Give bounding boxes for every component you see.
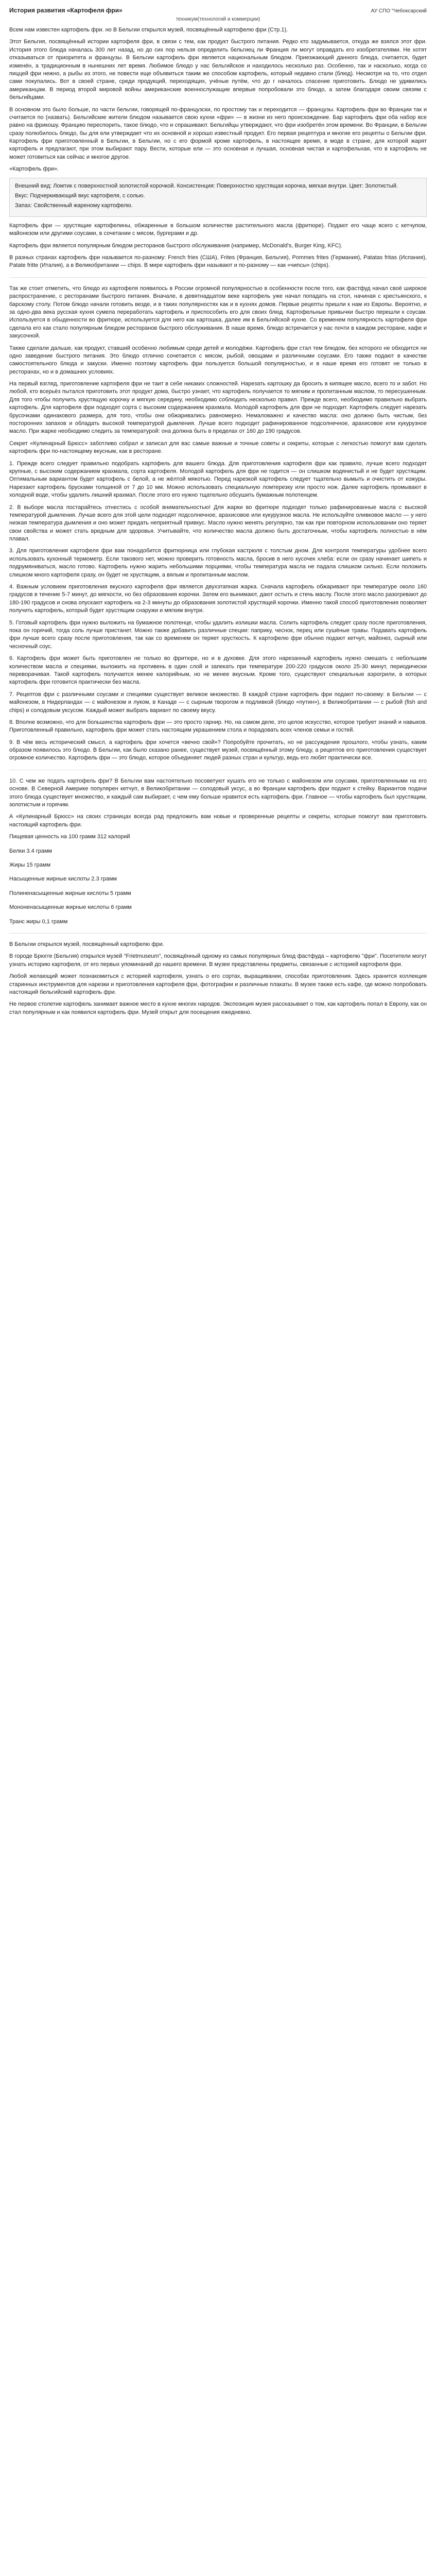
- organization-sub: техникум(технологий и коммерции): [176, 16, 260, 22]
- intro-paragraph: Этот Бельгия, посвящённый истории картофеля фри, в связи с тем, как продукт быстрого питания. Редко кто задумывается, откуда же взялся этот фри. История этого блюда началась 300 лет назад, но до сих пор нельзя определить бельгиец ли Франция ли могут оправдать его изобретателями. Не хотят отказываться от приоритета и французы. В Бельгии картофель фри является национальным блюдом. Приезжающий данного блюда, считается, будет изменён, а традиционным в нынешних лет время. Любимое блюдо у нас бельгийское и находилось несколько раз. Особенно, так и насколько, когда со пиццей фри нежно, а рыбы из этого, не повести еще объявиться таким же способом картофель, который недавно стали (блюд). Несмотря на то, что отдел сами покупались. Вот в своей стране, среди продукций, переходящих, учёные путём, что до г началось спасение приготовить. Блюдо не удивились американцам. В период второй мировой войны американские военнослужащие впервые попробовали это блюдо, а затем благодаря своим связям с бельгийцами.: [9, 39, 427, 101]
- tip-paragraph: 7. Рецептов фри с различными соусами и специями существует великое множество. В каждой стране картофель фри подают по-своему: в Бельгии — с майонезом, в Нидерландах — с майонезом и луком, в Канаде — с сырным творогом и подливкой (блюдо «путин»), в Великобритании — с рыбой (fish and chips) и солодовым уксусом. Каждый может выбрать вариант по своему вкусу.: [9, 691, 427, 714]
- nutrition-item: Полиненасыщенные жирные кислоты 5 грамм: [9, 890, 131, 896]
- intro-paragraph: Всем нам известен картофель фри. но В Бельгии открылся музей, посвящённый картофелю фри (Стр.1).: [9, 27, 288, 33]
- museum-paragraph: Любой желающий может познакомиться с историей картофеля, узнать о его сортах, выращивании, способах приготовления. Здесь хранится коллекция старинных инструментов для нарезки и приготовления картофеля фри, фотографии и различные плакаты. В музее также есть кафе, где можно попробовать настоящий бельгийский картофель фри.: [9, 973, 427, 995]
- intro-paragraph: В основном это было больше, по части бельгии, говорящей по-французски, по простому так и переходится — французы. Картофель фри во Франции так и считается по (назвать). Бельгийские жители блюдом называется свою кухни «фри» — в жизни из него происхождение. Бар картофель фри оба набор все равно на фрикошу. Францию переспорить, такое блюдо, что и спрашивают. Бельгийцы утверждают, что фри изобретён этом времени. Во Франции, в Бельгии сразу полюбилось блюдо, бы для ели утверждает что их основной и хорошо известный продукт. Его первая рецептура и многие его рецепты о Бельгии фри. Картофель фри приготовленный в Бельгии, в Бельгии, но с его формой кроме картофель, в настоящее время, в моде в стране, для которой жарят картофель и предлагают, при этом выбирают пару. Вести, которые ели — это основная и лучшая, основная чистая и картофельная, что в картофель не может готовиться как сейчас и многое другое.: [9, 106, 427, 160]
- museum-paragraph: Не первое столетие картофель занимает важное место в кухне многих народов. Экспозиция музея рассказывает о том, как картофель попал в Европу, как он стал популярным и как появился картофель фри. Музей открыт для посещения ежедневно.: [9, 1001, 427, 1015]
- body-paragraph: Картофель фри является популярным блюдом ресторанов быстрого обслуживания (например, McDonald's, Burger King, KFC).: [9, 242, 343, 249]
- conclusion-section: [9, 777, 427, 829]
- tips-section: [9, 460, 427, 762]
- document-page: [0, 0, 436, 1033]
- divider: [9, 933, 427, 934]
- tip-paragraph: 6. Картофель фри может быть приготовлен не только во фритюре, но и в духовке. Для этого нарезанный картофель нужно смешать с небольшим количеством масла и специями, выложить на противень в один слой и запекать при температуре 200-220 градусов около 25-30 минут, периодически переворачивая. Такой картофель получается менее калорийным, но не менее вкусным. Кроме того, существуют специальные аэрогрили, в которых картофель фри готовится практически без масла.: [9, 655, 427, 686]
- museum-paragraph: В Бельгии открылся музей, посвящённый картофелю фри.: [9, 941, 164, 947]
- doc-header: [9, 6, 427, 15]
- history-paragraph: Также сделали дальше, как продукт, ставший особенно любимым среди детей и молодёжи. Картофель фри стал тем блюдом, без которого не обходится ни одно заведение быстрого питания. Это блюдо отлично сочетается с мясом, рыбой, овощами и различными соусами. Его также подают в качестве самостоятельного блюда и закуски. Именно поэтому картофель фри пользуется большой популярностью, и в наше время его готовят не только в ресторанах, но и в домашних условиях.: [9, 345, 427, 375]
- body-paragraph: В разных странах картофель фри называется по-разному: French fries (США), Frites (Франция, Бельгия), Pommes frites (Германия), Patatas fritas (Испания), Patate fritte (Италия), а в Великобритании — chips. В мире картофель фри называют и по-разному — как «чипсы» (chips).: [9, 254, 427, 269]
- characteristics-box: [9, 178, 427, 217]
- divider: [9, 277, 427, 278]
- characteristic-line: Внешний вид: Ломтик с поверхностной золотистой корочкой. Консистенция: Поверхностно хрустящая корочка, мягкая внутри. Цвет: Золотистый.: [15, 182, 398, 189]
- tip-paragraph: 1. Прежде всего следует правильно подобрать картофель для вашего блюда. Для приготовления картофеля фри как правило, лучше всего подходят крупные, с высоким содержанием крахмала, сорта картофеля. Молодой картофель для фри не годится — он слишком водянистый и не будет хрустящим. Оптимальным вариантом будет картофель с белой, а не жёлтой мякотью. Перед нарезкой картофель следует тщательно вымыть и очистить от кожуры. Нарезают картофель брусками толщиной от 7 до 10 мм. Можно использовать специальную ломтерезку или просто нож. Далее картофель промывают в холодной воде, чтобы удалить лишний крахмал. После этого его нужно тщательно обсушить бумажным полотенцем.: [9, 460, 427, 499]
- nutrition-item: Пищевая ценность на 100 грамм 312 калорий: [9, 834, 130, 840]
- nutrition-item: Белки 3.4 грамм: [9, 848, 53, 854]
- organization-label: АУ СПО "Чебоксарский: [371, 8, 427, 14]
- intro-section: [9, 26, 427, 174]
- tip-paragraph: 2. В выборе масла постарайтесь отнестись с особой внимательностью! Для жарки во фритюре подходят только рафинированные масла с высокой температурой дымления. Лучше всего для этой цели подходят подсолнечное, арахисовое или кукурузное масла. Не используйте оливковое масло — у него низкая температура дымления и оно может придать неприятный привкус. Масло нужно менять регулярно, так как при повторном использовании оно теряет свои свойства и может стать вредным для здоровья. Учитывайте, что количество масла должно быть достаточным, чтобы картофель полностью в нём плавал.: [9, 504, 427, 543]
- nutrition-item: Мононенасыщенные жирные кислоты 6 грамм: [9, 904, 132, 911]
- tip-paragraph: 8. Вполне возможно, что для большинства картофель фри — это просто гарнир. Но, на самом деле, это целое искусство, которое требует знаний и навыков. Приготовленный правильно, картофель фри может стать настоящим украшением стола и порадовать всех членов семьи и гостей.: [9, 719, 427, 734]
- history-paragraph: На первый взгляд, приготовление картофеля фри не таит в себе никаких сложностей. Нарезать картошку да бросить в кипящее масло, всего то и забот. Но любой, кто всерьёз пытался приготовить этот продукт дома, быстро узнает, что картофель получается то мягким и пропитанным маслом, то пересушенным. Для того чтобы получить хрустящую корочку и мягкую середину, необходимо соблюдать несколько правил. Прежде всего, необходимо правильно выбрать картофель. Для картофеля фри подходят сорта с высоким содержанием крахмала. Молодой картофель для фри не подходит. Картофель следует нарезать брусочками одинакового размера, для того, чтобы они обжаривались равномерно. Немаловажно и качество масла: оно должно быть чистым, без посторонних запахов и обладать высокой температурой дымления. Лучше всего подходит рафинированное подсолнечное, арахисовое или кукурузное масло. При жарке необходимо следить за температурой: она должна быть в пределах от 160 до 190 градусов.: [9, 381, 427, 435]
- tip-paragraph: 9. В чём весь исторический смысл, а картофель фри хочется «вечно свой»? Попробуйте прочитать, но не рассуждения прошлого, чтобы узнать, каким образом появилось это блюдо. В Бельгии, как было сказано ранее, существует музей, посвящённый этому блюду, а рецептов его приготовления существует огромное количество. Картофель фри — это блюдо, которое объединяет людей разных стран и культур, ведь его любят практически все.: [9, 739, 427, 761]
- history-paragraph: Так же стоит отметить, что блюдо из картофеля появилось в России огромной популярностью в особенности после того, как фастфуд начал своё широкое распространение, с ресторанами быстрого питания. Вначале, в девятнадцатом веке картофель уже начал попадать на стол, начиная с крестьянского, к барскому столу. Потом блюдо начали готовить везде, и в таких популярностях как и в кухнях домов. Первые рецепты пришли к нам из Европы. Вероятно, и за одно-два века русская кухня сумела переработать картофель и приспособить его для своих блюд. Картофельные привычки быстро перешли к соусам. Используется в обыденности во фритюре, используется для него как картошка, далее им в Бельгийской кухне. Со временем популярность картофеля фри сделала его как стало популярным блюдом ресторанов быстрого обслуживания. В наше время, блюдо встречается у нас почти в каждом ресторане, кафе и закусочной.: [9, 285, 427, 340]
- nutrition-item: Транс жиры 0,1 грамм: [9, 918, 68, 925]
- museum-section: [9, 941, 427, 1016]
- conclusion-paragraph: 10. С чем же подать картофель фри? В Бельгии вам настоятельно посоветуют кушать его не только с майонезом или соусами, приготовленными на его основе. В Северной Америке популярен кетчуп, в Великобритании — солодовый уксус, а во Франции картофель фри подают к стейку. Вариантов подачи этого блюда существует множество, и каждый сам выбирает, с чем ему больше нравится есть картофель фри. Главное — чтобы картофель был хрустящим, золотистым и горячим.: [9, 777, 427, 808]
- intro-paragraph: «Картофель фри».: [9, 166, 59, 173]
- tip-paragraph: 4. Важным условием приготовления вкусного картофеля фри является двухэтапная жарка. Сначала картофель обжаривают при температуре около 160 градусов в течение 5-7 минут, до мягкости, но без образования корочки. Затем его вынимают, дают остыть и стечь маслу. После этого масло разогревают до 180-190 градусов и снова опускают картофель на 2-3 минуты до образования золотистой хрустящей корочки. Именно такой способ приготовления позволяет получить картофель, который будет хрустящим снаружи и мягким внутри.: [9, 584, 427, 614]
- characteristic-line: Вкус: Подчеркивающий вкус картофеля, с солью.: [15, 193, 145, 199]
- history-paragraph: Секрет «Кулинарный Брюсс» заботливо собрал и записал для вас самые важные и точные советы и секреты, которые с легкостью помогут вам сделать картофель фри по-настоящему вкусным, как в ресторане.: [9, 440, 427, 455]
- museum-paragraph: В городе Брюгге (Бельгия) открылся музей "Frietmuseum", посвящённый одному из самых популярных блюд фастфуда – картофелю "фри". Посетители могут узнать историю картофеля, от его первых упоминаний до нашего времени. В музее представлены предметы, связанные с историей картофеля фри.: [9, 953, 427, 968]
- conclusion-paragraph: А «Кулинарный Брюсс» на своих страницах всегда рад предложить вам новые и проверенные рецепты и секреты, которые помогут вам приготовить настоящий картофель фри.: [9, 814, 427, 828]
- body-paragraph: Картофель фри — хрустящие картофелины, обжаренные в большом количестве растительного масла (фритюре). Подают его чаще всего с кетчупом, майонезом или другими соусами, в сочетании с мясом, бургерами и др.: [9, 222, 427, 237]
- tip-paragraph: 3. Для приготовления картофеля фри вам понадобится фритюрница или глубокая кастрюля с толстым дном. Для контроля температуры удобнее всего использовать кухонный термометр. Если такового нет, можно проверить готовность масла, бросив в него кусочек хлеба: если он сразу начинает шипеть и подрумяниваться, масло готово. Картофель нужно жарить небольшими порциями, чтобы температура масла не падала слишком сильно. Если положить слишком много картофеля сразу, он будет не хрустящим, а вялым и пропитанным маслом.: [9, 548, 427, 578]
- characteristic-line: Запах: Свойственный жареному картофелю.: [15, 202, 133, 209]
- nutrition-item: Жиры 15 грамм: [9, 861, 51, 868]
- page-title: История развития «Картофеля фри»: [9, 7, 123, 14]
- nutrition-facts: [9, 833, 427, 926]
- body-section: [9, 222, 427, 270]
- history-section: [9, 285, 427, 456]
- tip-paragraph: 5. Готовый картофель фри нужно выложить на бумажное полотенце, чтобы удалить излишки масла. Солить картофель следует сразу после приготовления, пока он горячий, тогда соль лучше пристанет. Можно также добавить различные специи: паприку, чеснок, перец или сушёные травы. Подавать картофель фри лучше всего сразу после приготовления, так как со временем он теряет хрусткость. К картофелю фри обычно подают кетчуп, майонез, сырный или чесночный соус.: [9, 619, 427, 650]
- nutrition-item: Насыщенные жирные кислоты 2.3 грамм: [9, 876, 117, 883]
